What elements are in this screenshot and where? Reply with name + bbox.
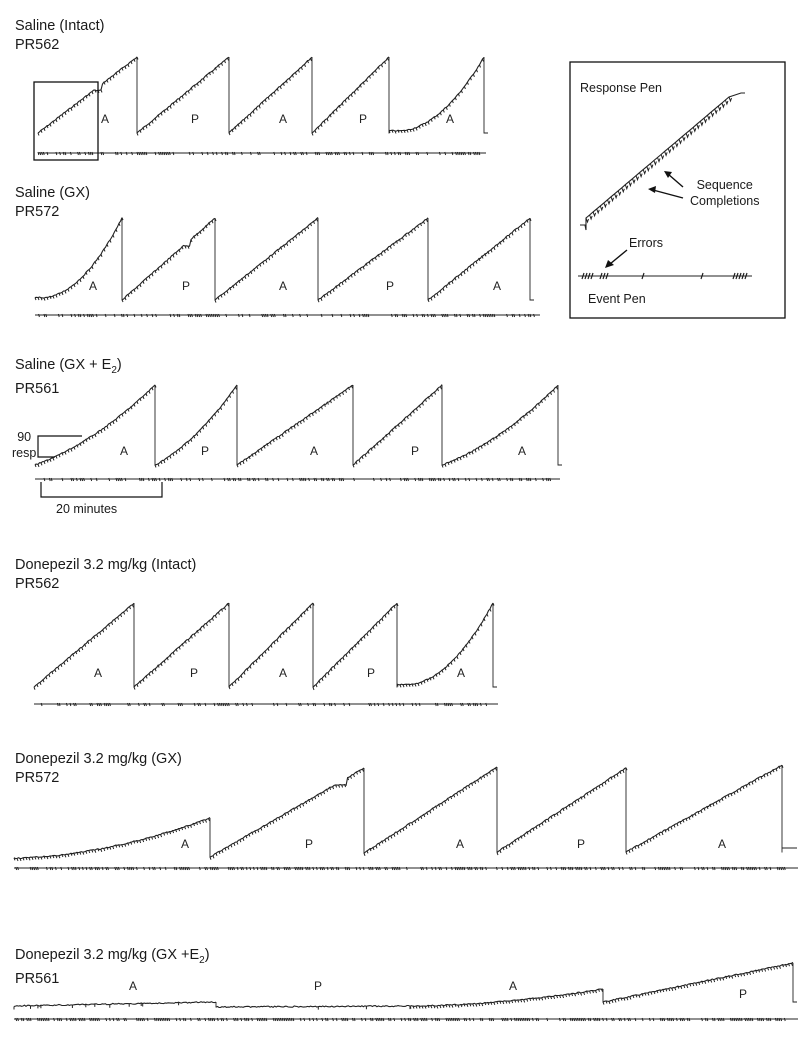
phase-label: A xyxy=(88,279,98,293)
sequence-completion-marks xyxy=(38,57,138,136)
phase-label: A xyxy=(278,279,288,293)
phase-label: P xyxy=(189,666,199,680)
phase-label: A xyxy=(717,837,727,851)
response-pen-trace xyxy=(35,218,122,299)
phase-label: A xyxy=(492,279,502,293)
error-marks xyxy=(38,152,480,155)
response-pen-trace xyxy=(35,385,155,465)
sequence-completion-marks xyxy=(626,765,783,854)
response-pen-trace xyxy=(122,218,215,299)
condition-label: Donepezil 3.2 mg/kg (GX) xyxy=(15,751,182,767)
phase-label: A xyxy=(119,444,129,458)
phase-label: P xyxy=(181,279,191,293)
error-marks xyxy=(41,703,486,706)
sequence-completion-marks xyxy=(210,769,364,860)
response-pen-trace xyxy=(237,385,353,464)
response-pen-trace xyxy=(216,1006,410,1008)
sequence-completion-marks xyxy=(397,603,494,687)
response-pen-trace xyxy=(215,217,318,300)
sequence-completion-marks xyxy=(122,218,216,302)
subject-label: PR561 xyxy=(15,380,60,397)
arrow-icon xyxy=(610,250,627,264)
condition-label: Saline (GX) xyxy=(15,185,90,201)
condition-label: Saline $(GX + E_2)$ xyxy=(15,357,122,376)
response-pen-trace xyxy=(497,768,626,853)
phase-label: P xyxy=(358,112,368,126)
sequence-completion-marks xyxy=(229,603,314,689)
scale-bar-y-unit: resp xyxy=(12,446,37,460)
sequence-completion-marks xyxy=(497,768,627,855)
sequence-completion-marks xyxy=(389,59,484,134)
scale-bar-time xyxy=(41,482,162,497)
phase-label: A xyxy=(508,979,518,993)
response-pen-trace xyxy=(229,57,312,132)
phase-label: A xyxy=(309,444,319,458)
phase-label: P xyxy=(410,444,420,458)
phase-label: A xyxy=(455,837,465,851)
sequence-completion-marks xyxy=(35,218,123,301)
subject-label: PR561 xyxy=(15,970,60,987)
phase-label: P xyxy=(190,112,200,126)
phase-label: A xyxy=(180,837,190,851)
response-pen-trace xyxy=(134,603,229,687)
scale-bar-y-value: 90 xyxy=(17,430,32,444)
subject-label: PR562 xyxy=(15,37,60,53)
sequence-completion-marks xyxy=(35,385,156,467)
phase-label: A xyxy=(278,112,288,126)
response-pen-trace xyxy=(397,603,493,685)
subject-label: PR572 xyxy=(15,770,60,786)
legend-sequence-marks xyxy=(586,97,732,222)
scale-bar-x-label: 20 minutes xyxy=(56,502,118,516)
legend-box xyxy=(570,62,785,318)
error-marks xyxy=(39,314,535,317)
legend-errors-label: Errors xyxy=(629,236,664,250)
sequence-completion-marks xyxy=(34,605,134,690)
condition-label: Donepezil 3.2 mg/kg $(GX +E_2)$ xyxy=(15,947,210,966)
sequence-completion-marks xyxy=(312,58,389,135)
phase-label: P xyxy=(313,979,323,993)
phase-label: A xyxy=(93,666,103,680)
arrow-icon xyxy=(653,190,683,198)
legend-response-pen-label: Response Pen xyxy=(580,81,663,95)
sequence-completion-marks xyxy=(318,219,428,302)
phase-label: A xyxy=(456,666,466,680)
legend-event-pen-label: Event Pen xyxy=(588,292,646,306)
sequence-completion-marks xyxy=(313,603,398,690)
phase-label: A xyxy=(445,112,455,126)
phase-label: A xyxy=(128,979,138,993)
response-pen-trace xyxy=(229,603,313,687)
response-pen-trace xyxy=(14,1002,216,1007)
condition-label: Donepezil 3.2 mg/kg (Intact) xyxy=(15,557,197,573)
phase-label: P xyxy=(304,837,314,851)
sequence-completion-marks xyxy=(229,58,312,135)
arrow-icon xyxy=(668,174,683,187)
error-marks xyxy=(16,867,785,870)
sequence-completion-marks xyxy=(353,387,442,468)
response-pen-trace xyxy=(389,58,484,132)
error-marks xyxy=(16,1018,785,1021)
legend-sequence-line-1: Sequence xyxy=(696,178,753,192)
error-marks xyxy=(44,478,551,481)
response-pen-trace xyxy=(603,962,793,1002)
response-pen-trace xyxy=(155,385,237,465)
sequence-completion-marks xyxy=(428,218,531,302)
response-pen-trace xyxy=(353,385,442,465)
phase-label: P xyxy=(385,279,395,293)
sequence-completion-marks xyxy=(155,387,237,468)
phase-label: A xyxy=(278,666,288,680)
response-pen-trace xyxy=(210,768,364,857)
phase-label: A xyxy=(100,112,110,126)
sequence-completion-marks xyxy=(215,219,318,303)
response-pen-trace xyxy=(312,57,389,133)
response-pen-trace xyxy=(442,385,558,465)
response-pen-trace xyxy=(410,989,603,1006)
legend-sequence-line-2: Completions xyxy=(690,194,760,208)
legend-response-pen-sample xyxy=(580,93,745,230)
sequence-completion-marks xyxy=(134,604,229,690)
phase-label: P xyxy=(200,444,210,458)
phase-label: P xyxy=(738,987,748,1001)
response-pen-trace xyxy=(318,218,428,300)
subject-label: PR562 xyxy=(15,576,60,592)
arrowhead-icon xyxy=(648,186,656,193)
phase-label: A xyxy=(517,444,527,458)
phase-label: P xyxy=(576,837,586,851)
condition-label: Saline (Intact) xyxy=(15,18,105,34)
response-pen-trace xyxy=(364,767,497,853)
sequence-completion-marks xyxy=(442,387,558,468)
subject-label: PR572 xyxy=(15,204,60,220)
phase-label: P xyxy=(366,666,376,680)
